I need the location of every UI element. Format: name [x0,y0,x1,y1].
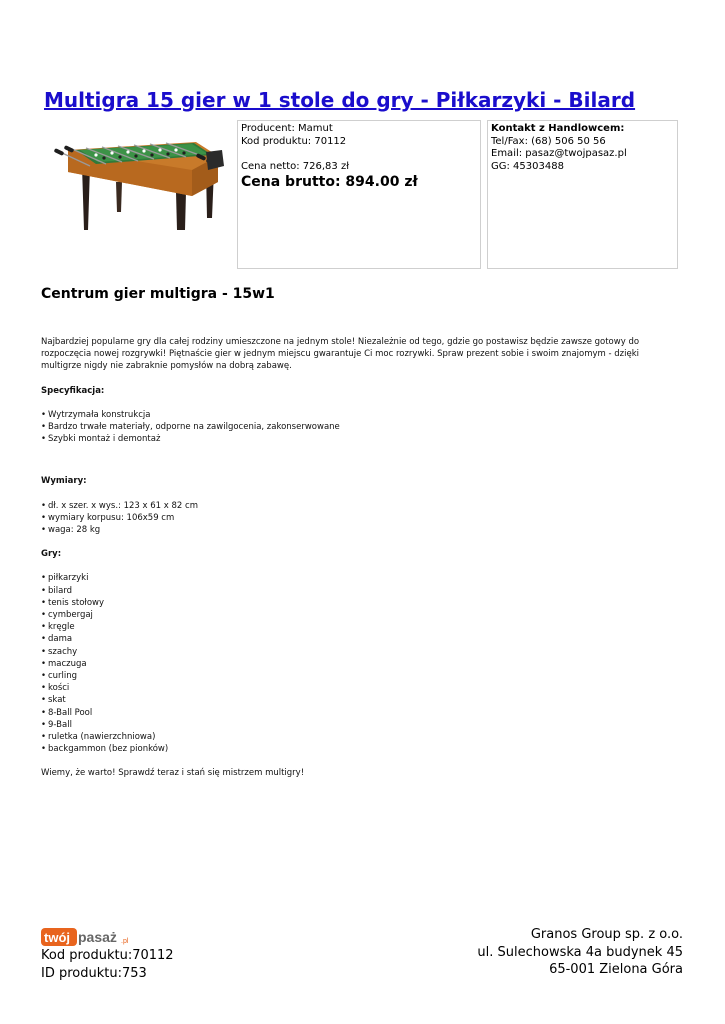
list-item: • tenis stołowy [41,597,681,609]
footer-product-code: Kod produktu:70112 [41,948,174,963]
logo-suffix: .pl [121,938,129,945]
list-item: • 9-Ball [41,719,681,731]
contact-box [487,120,678,269]
twojpasaz-logo [41,926,135,948]
games-heading: Gry: [41,549,62,560]
intro-paragraph: Najbardziej popularne gry dla całej rodziny umieszczone na jednym stole! Niezależnie od tego, gdzie go postawisz będzie zawsze gotowy do rozpoczęcia nowej rozgrywki! Piętnaście gier w jednym miejscu gwarantuje Ci moc rozrywki. Spraw prezent sobie i swoim znajomym - dzięki multigrze nigdy nie zabraknie pomysłów na dobrą zabawę. [41,337,640,372]
gross-price-label: Cena brutto: 894.00 zł [241,174,418,190]
games-list [41,572,681,755]
product-title-link[interactable]: Multigra 15 gier w 1 stole do gry - Piłkarzyki - Bilard [44,88,636,112]
footer-street: ul. Sulechowska 4a budynek 45 [477,944,683,960]
product-info-box [237,120,481,269]
list-item: • maczuga [41,658,681,670]
list-item: • waga: 28 kg [41,524,681,536]
footer-city: 65-001 Zielona Góra [549,962,683,977]
dims-heading: Wymiary: [41,476,87,487]
list-item: • backgammon (bez pionków) [41,743,681,755]
net-price-label: Cena netto: 726,83 zł [241,160,350,172]
spec-list [41,409,681,446]
list-item: • dama [41,633,681,645]
list-item: • Szybki montaż i demontaż [41,433,681,445]
list-item: • cymbergaj [41,609,681,621]
footer-product-id: ID produktu:753 [41,965,147,981]
logo-text-right: pasaż [78,929,117,945]
list-item: • skat [41,694,681,706]
list-item: • ruletka (nawierzchniowa) [41,731,681,743]
footer-company: Granos Group sp. z o.o. [530,927,683,942]
list-item: • szachy [41,646,681,658]
closing-paragraph: Wiemy, że warto! Sprawdź teraz i stań się mistrzem multigry! [41,768,305,779]
list-item: • bilard [41,585,681,597]
foosball-table-image [46,122,228,234]
list-item: • Bardzo trwałe materiały, odporne na zawilgocenia, zakonserwowane [41,421,681,433]
dims-list [41,500,681,537]
list-item: • piłkarzyki [41,572,681,584]
contact-phone: Tel/Fax: (68) 506 50 56 [491,135,606,147]
contact-gg: GG: 45303488 [491,160,564,172]
logo-text-left: twój [44,930,70,945]
contact-heading: Kontakt z Handlowcem: [491,123,625,134]
contact-email: Email: pasaz@twojpasaz.pl [491,148,627,159]
list-item: • curling [41,670,681,682]
list-item: • wymiary korpusu: 106x59 cm [41,512,681,524]
description-subtitle: Centrum gier multigra - 15w1 [41,286,275,302]
list-item: • kości [41,682,681,694]
list-item: • 8-Ball Pool [41,707,681,719]
spacer [241,148,477,161]
list-item: • kręgle [41,621,681,633]
producer-label: Producent: Mamut [241,123,333,134]
spec-heading: Specyfikacja: [41,385,105,396]
footer-address [477,926,683,979]
product-code-label: Kod produktu: 70112 [241,135,347,147]
footer-product-ids [41,947,174,982]
list-item: • dł. x szer. x wys.: 123 x 61 x 82 cm [41,500,681,512]
description-content [41,336,681,780]
list-item: • Wytrzymała konstrukcja [41,409,681,421]
